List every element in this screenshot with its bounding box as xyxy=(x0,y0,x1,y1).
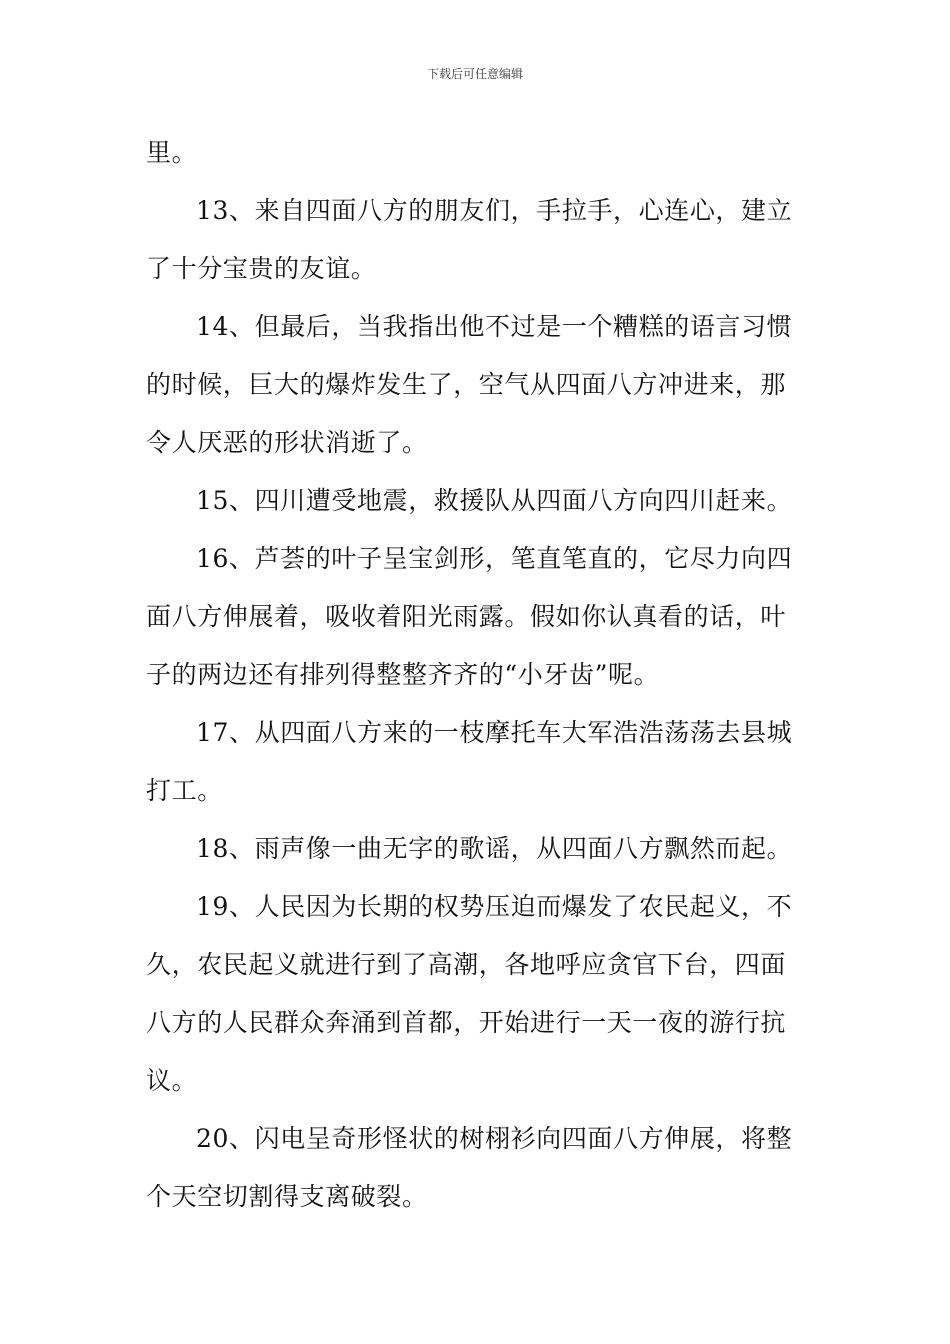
text-line: 了十分宝贵的友谊。 xyxy=(146,254,377,283)
text-line: 20、闪电呈奇形怪状的树栩衫向四面八方伸展，将整 xyxy=(196,1124,793,1153)
text-line: 议。 xyxy=(146,1066,198,1095)
page-header: 下载后可任意编辑 xyxy=(426,67,523,81)
text-line: 16、芦荟的叶子呈宝剑形，笔直笔直的，它尽力向四 xyxy=(196,544,793,573)
text-line: 打工。 xyxy=(146,776,223,805)
text-line: 14、但最后，当我指出他不过是一个糟糕的语言习惯 xyxy=(196,312,793,341)
text-line: 的时候，巨大的爆炸发生了，空气从四面八方冲进来，那 xyxy=(146,370,787,399)
document-body xyxy=(146,124,806,1226)
text-line: 子的两边还有排列得整整齐齐的“小牙齿”呢。 xyxy=(146,660,660,689)
text-line: 里。 xyxy=(146,138,198,167)
text-line: 八方的人民群众奔涌到首都，开始进行一天一夜的游行抗 xyxy=(146,1008,787,1037)
text-line: 久，农民起义就进行到了高潮，各地呼应贪官下台，四面 xyxy=(146,950,787,979)
text-line: 15、四川遭受地震，救援队从四面八方向四川赶来。 xyxy=(196,486,793,515)
text-line: 18、雨声像一曲无字的歌谣，从四面八方飘然而起。 xyxy=(196,834,793,863)
text-line: 个天空切割得支离破裂。 xyxy=(146,1182,428,1211)
text-line: 面八方伸展着，吸收着阳光雨露。假如你认真看的话，叶 xyxy=(146,602,787,631)
text-line: 19、人民因为长期的权势压迫而爆发了农民起义，不 xyxy=(196,892,793,921)
text-line: 17、从四面八方来的一枝摩托车大军浩浩荡荡去县城 xyxy=(196,718,793,747)
text-line: 13、来自四面八方的朋友们，手拉手，心连心，建立 xyxy=(196,196,793,225)
text-line: 令人厌恶的形状消逝了。 xyxy=(146,428,428,457)
